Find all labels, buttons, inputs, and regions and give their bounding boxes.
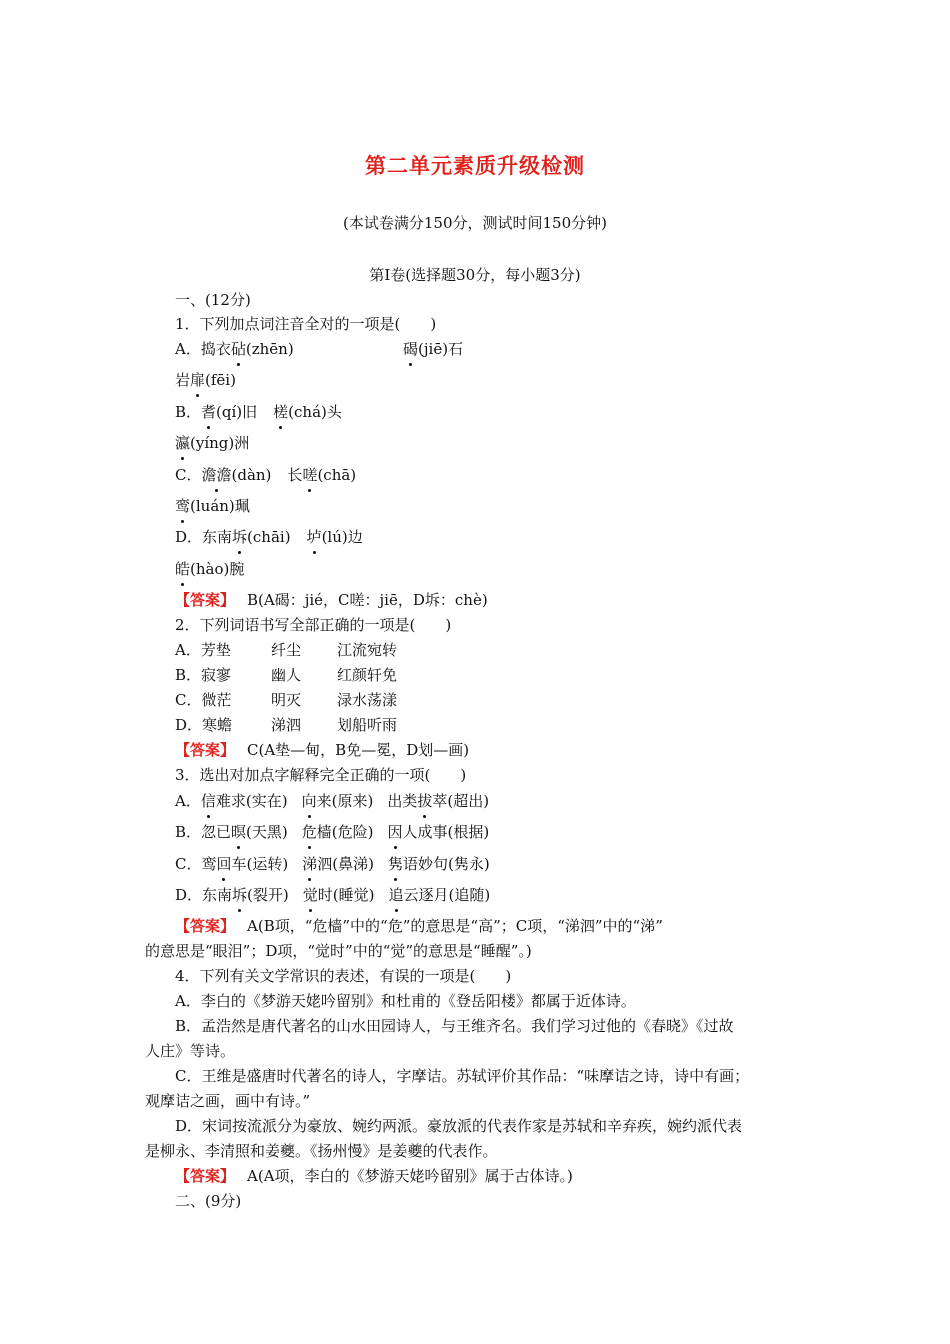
option-b: B．忽已暝(天黑) 危樯(危险) 因人成事(根据)	[175, 823, 490, 841]
option-b-cont: 人庄》等诗。	[145, 1042, 236, 1060]
answer-label: 【答案】	[175, 741, 236, 759]
page-title: 第二单元素质升级检测	[365, 153, 585, 178]
option-d: D．宋词按流派分为豪放、婉约两派。豪放派的代表作家是苏轼和辛弃疾，婉约派代表	[175, 1117, 743, 1135]
option-c-cont: 鸾(luán)珮	[175, 497, 250, 515]
option-b: B．孟浩然是唐代著名的山水田园诗人，与王维齐名。我们学习过他的《春晓》《过故	[175, 1017, 734, 1035]
option-c: C．微茫 明灭 渌水荡漾	[175, 691, 398, 709]
question-stem: 3．选出对加点字解释完全正确的一项( )	[175, 766, 467, 784]
option-c: C．澹澹(dàn) 长嗟(chā)	[175, 466, 357, 484]
option-c-cont: 观摩诘之画，画中有诗。”	[145, 1092, 311, 1110]
option-b-cont: 瀛(yíng)洲	[175, 434, 250, 452]
option-a: A．李白的《梦游天姥吟留别》和杜甫的《登岳阳楼》都属于近体诗。	[175, 992, 636, 1010]
part-heading: 一、(12分)	[175, 291, 251, 309]
option-d: D．东南坼(chāi) 垆(lú)边	[175, 528, 363, 546]
option-a: A．捣衣砧(zhēn)	[175, 340, 294, 358]
option-d: D．寒蟾 涕泗 划船听雨	[175, 716, 398, 734]
answer-cont: 的意思是“眼泪”；D项，“觉时”中的“觉”的意思是“睡醒”。)	[145, 942, 532, 960]
option-b: B．寂寥 幽人 红颜轩免	[175, 666, 398, 684]
question-stem: 4．下列有关文学常识的表述，有误的一项是( )	[175, 967, 512, 985]
answer: 【答案】 A(A项，李白的《梦游天姥吟留别》属于古体诗。)	[175, 1167, 573, 1185]
section-heading: 第Ⅰ卷(选择题30分，每小题3分)	[369, 266, 581, 284]
option-d-cont: 是柳永、李清照和姜夔。《扬州慢》是姜夔的代表作。	[145, 1142, 498, 1160]
option-a: A．信难求(实在) 向来(原来) 出类拔萃(超出)	[175, 792, 490, 810]
exam-info: (本试卷满分150分，测试时间150分钟)	[343, 214, 607, 232]
answer-label: 【答案】	[175, 1167, 236, 1185]
answer-label: 【答案】	[175, 917, 236, 935]
option-a-cont2: 岩扉(fēi)	[175, 371, 236, 389]
option-a-cont: 碣(jiē)石	[403, 340, 464, 358]
part-heading: 二、(9分)	[175, 1192, 242, 1210]
question-stem: 2．下列词语书写全部正确的一项是( )	[175, 616, 452, 634]
option-c: C．王维是盛唐时代著名的诗人，字摩诘。苏轼评价其作品：“味摩诘之诗，诗中有画；	[175, 1067, 750, 1085]
answer-label: 【答案】	[175, 591, 236, 609]
answer: 【答案】 A(B项，“危樯”中的“危”的意思是“高”；C项，“涕泗”中的“涕”	[175, 917, 663, 935]
option-c: C．鸾回车(运转) 涕泗(鼻涕) 隽语妙句(隽永)	[175, 855, 490, 873]
option-a: A．芳垫 纤尘 江流宛转	[175, 641, 398, 659]
answer: 【答案】 C(A垫—甸，B免—冕，D划—画)	[175, 741, 470, 759]
answer: 【答案】 B(A碣：jié，C嗟：jiē，D坼：chè)	[175, 591, 488, 609]
option-b: B．耆(qí)旧 槎(chá)头	[175, 403, 342, 421]
question-stem: 1．下列加点词注音全对的一项是( )	[175, 315, 437, 333]
option-d-cont: 皓(hào)腕	[175, 560, 245, 578]
option-d: D．东南坼(裂开) 觉时(睡觉) 追云逐月(追随)	[175, 886, 491, 904]
